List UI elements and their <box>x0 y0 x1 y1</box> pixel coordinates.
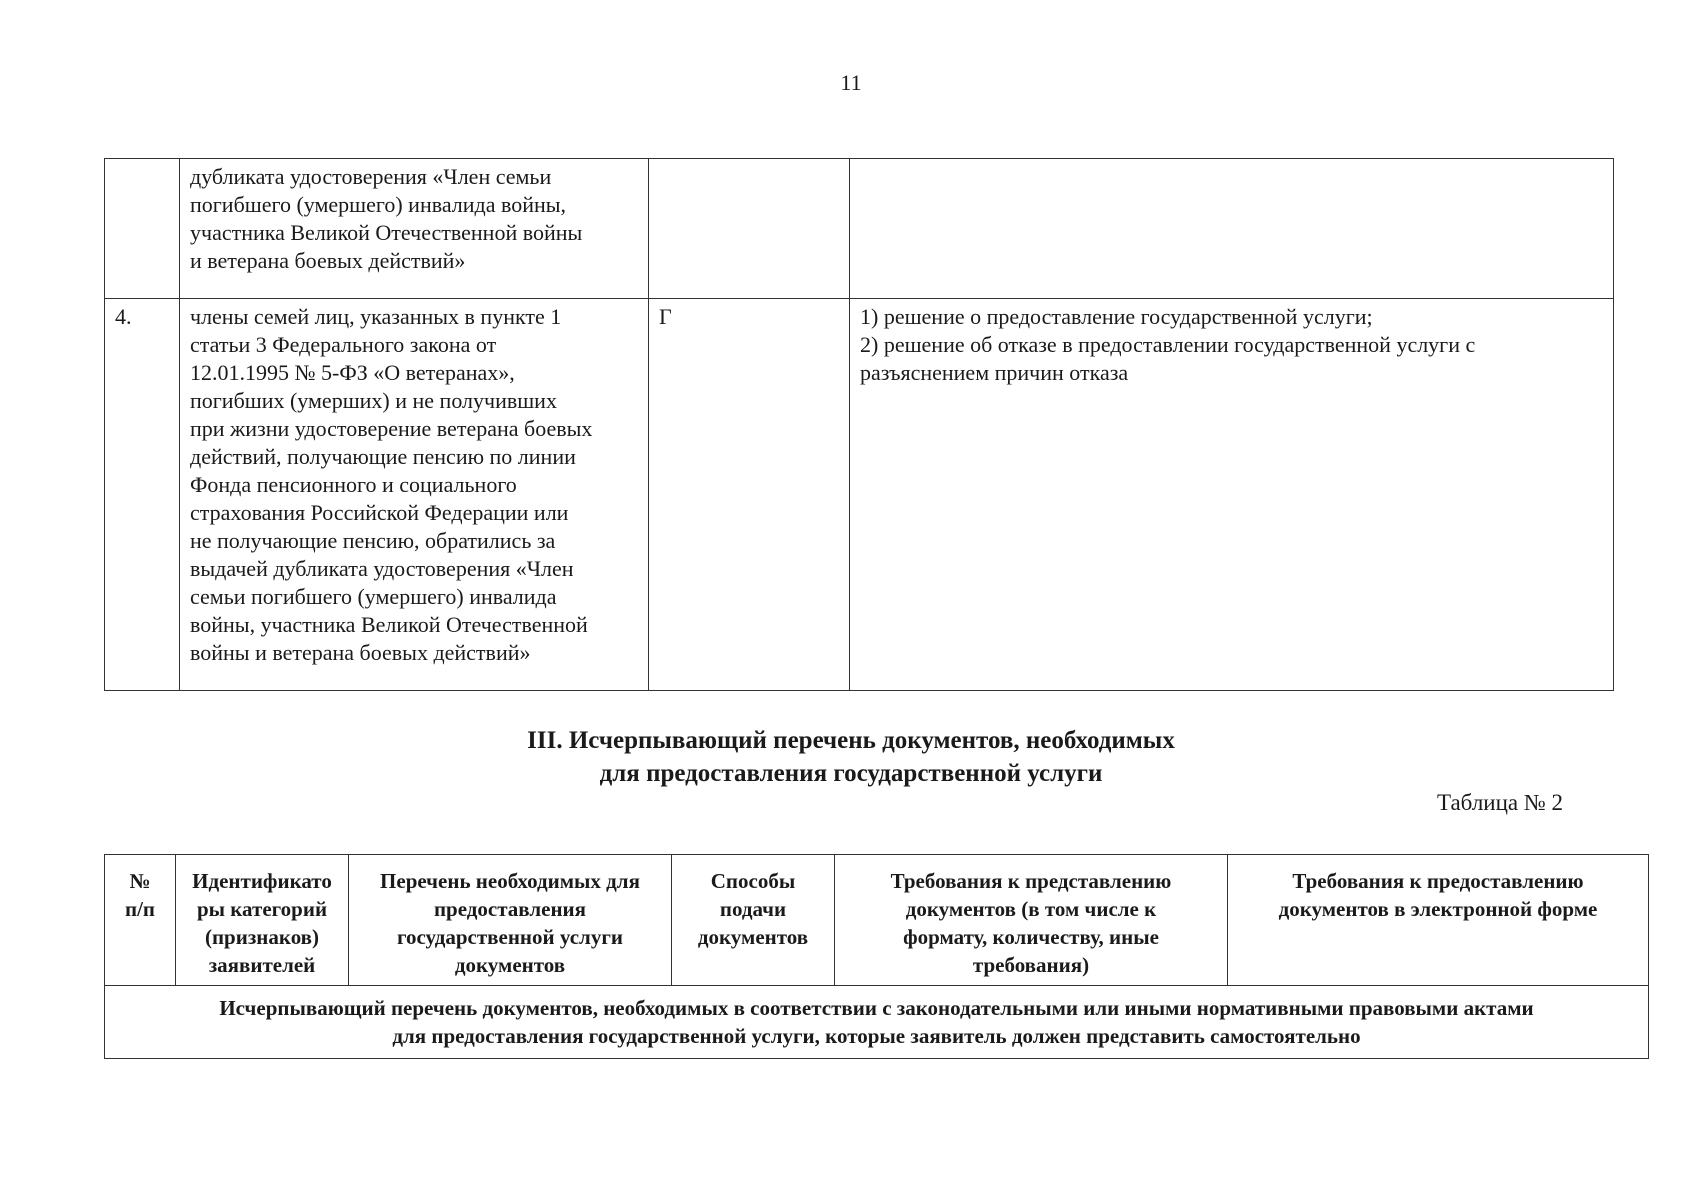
category-line: статьи 3 Федерального закона от <box>190 332 497 357</box>
header-line: (признаков) <box>204 925 320 949</box>
documents-table <box>104 854 1649 1059</box>
header-line: государственной услуги <box>397 925 623 949</box>
category-line: не получающие пенсию, обратились за <box>190 528 556 553</box>
header-line: Требования к предоставлению <box>1292 869 1584 893</box>
header-row <box>105 855 1649 986</box>
caption-line: для предоставления государственной услуги, которые заявитель должен представить самостоятельно <box>392 1024 1361 1048</box>
section-title-line: для предоставления государственной услуги <box>599 760 1103 787</box>
row-number-cell <box>105 159 180 299</box>
section-caption-cell <box>105 986 1649 1059</box>
category-line: погибшего (умершего) инвалида войны, <box>190 192 567 217</box>
result-cell <box>850 299 1614 691</box>
category-line: семьи погибшего (умершего) инвалида <box>190 584 557 609</box>
category-cell <box>180 159 649 299</box>
category-line: войны и ветерана боевых действий» <box>190 640 531 665</box>
header-line: Способы <box>710 869 796 893</box>
category-line: действий, получающие пенсию по линии <box>190 444 576 469</box>
header-line: предоставления <box>433 897 587 921</box>
header-submission-methods <box>672 855 835 986</box>
code-cell <box>649 159 850 299</box>
header-line: документов <box>454 953 566 977</box>
category-line: Фонда пенсионного и социального <box>190 472 517 497</box>
result-cell <box>850 159 1614 299</box>
header-line: заявителей <box>208 953 316 977</box>
category-line: страхования Российской Федерации или <box>190 500 569 525</box>
category-line: 12.01.1995 № 5-ФЗ «О ветеранах», <box>190 360 515 385</box>
caption-line: Исчерпывающий перечень документов, необходимых в соответствии с законодательными или иными нормативными правовыми актами <box>219 996 1534 1020</box>
header-number <box>105 855 176 986</box>
result-line: 1) решение о предоставление государственной услуги; <box>860 304 1373 329</box>
header-line: п/п <box>124 897 156 921</box>
code-cell: Г <box>649 299 850 691</box>
header-line: № <box>129 869 151 893</box>
table-row <box>105 299 1614 691</box>
header-line: подачи <box>719 897 787 921</box>
category-line: и ветерана боевых действий» <box>190 248 466 273</box>
table-row <box>105 986 1649 1059</box>
header-line: документов (в том числе к <box>905 897 1157 921</box>
header-line: ры категорий <box>196 897 328 921</box>
header-line: Перечень необходимых для <box>380 869 640 893</box>
section-title <box>0 724 1702 790</box>
header-line: Требования к представлению <box>890 869 1172 893</box>
header-line: Идентификато <box>192 869 332 893</box>
category-line: выдачей дубликата удостоверения «Член <box>190 556 574 581</box>
result-line: 2) решение об отказе в предоставлении государственной услуги с <box>860 332 1476 357</box>
category-line: погибших (умерших) и не получивших <box>190 388 557 413</box>
category-line: дубликата удостоверения «Член семьи <box>190 164 552 189</box>
table-label: Таблица № 2 <box>1437 790 1564 815</box>
section-title-line: III. Исчерпывающий перечень документов, необходимых <box>527 727 1175 754</box>
category-line: участника Великой Отечественной войны <box>190 220 583 245</box>
row-number-cell: 4. <box>105 299 180 691</box>
page-number: 11 <box>840 70 862 95</box>
header-line: документов <box>697 925 809 949</box>
result-line: разъяснением причин отказа <box>860 360 1129 385</box>
header-documents-list <box>349 855 672 986</box>
header-applicant-ids <box>176 855 349 986</box>
category-line: при жизни удостоверение ветерана боевых <box>190 416 593 441</box>
results-table <box>104 158 1614 691</box>
header-line: документов в электронной форме <box>1278 897 1598 921</box>
category-line: члены семей лиц, указанных в пункте 1 <box>190 304 562 329</box>
category-cell <box>180 299 649 691</box>
category-line: войны, участника Великой Отечественной <box>190 612 588 637</box>
header-line: формату, количеству, иные <box>903 925 1159 949</box>
header-requirements <box>835 855 1228 986</box>
header-electronic-requirements <box>1228 855 1649 986</box>
table-row <box>105 159 1614 299</box>
header-line: требования) <box>972 953 1090 977</box>
